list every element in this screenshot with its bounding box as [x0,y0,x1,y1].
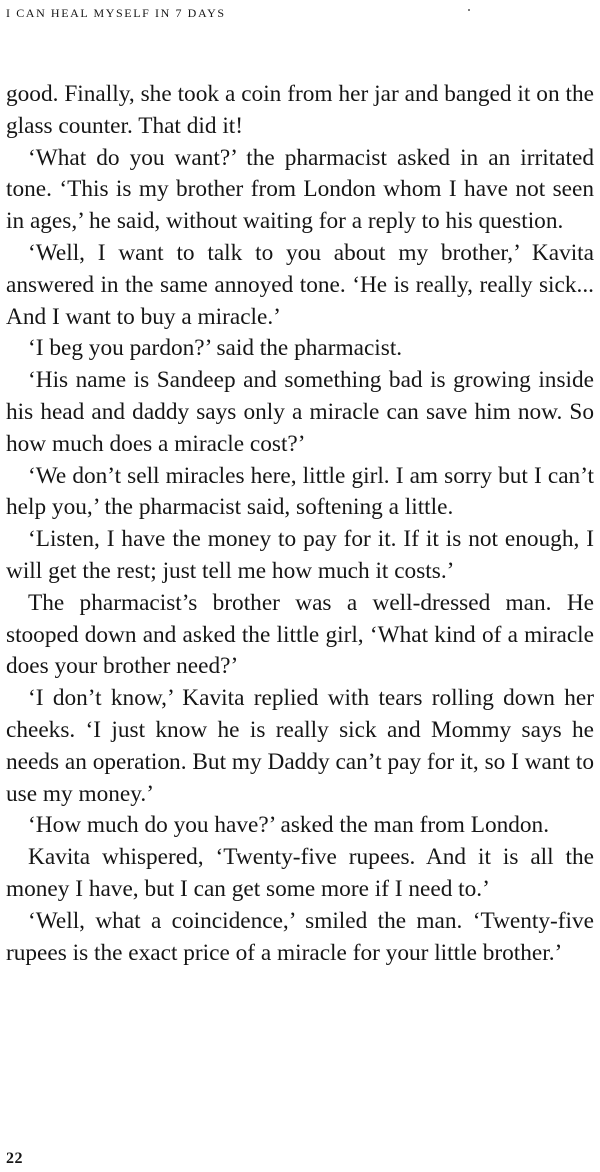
paragraph: Kavita whispered, ‘Twenty-five rupees. And it is all the money I have, but I can get some more if I need to.’ [6,844,594,902]
paragraph: The pharmacist’s brother was a well-dressed man. He stooped down and asked the little girl, ‘What kind of a miracle does your brother need?’ [6,589,594,680]
paragraph: ‘I beg you pardon?’ said the pharmacist. [28,335,403,362]
paragraph: ‘What do you want?’ the pharmacist asked in an irritated tone. ‘This is my brother from London whom I have not seen in ages,’ he said, without waiting for a reply to his question. [6,144,594,235]
paragraph: ‘How much do you have?’ asked the man from London. [28,812,550,839]
speck-mark [468,9,470,11]
page-number: 22 [6,1150,23,1167]
paragraph: ‘Well, I want to talk to you about my brother,’ Kavita answered in the same annoyed tone. ‘He is really, really sick... And I want to buy a miracle.’ [6,239,594,330]
paragraph: ‘We don’t sell miracles here, little girl. I am sorry but I can’t help you,’ the pharmacist said, softening a little. [6,462,594,521]
paragraph: ‘Well, what a coincidence,’ smiled the man. ‘Twenty-five rupees is the exact price of a miracle for your little brother.’ [6,907,594,966]
paragraph: good. Finally, she took a coin from her jar and banged it on the glass counter. That did it! [6,81,594,139]
paragraph: ‘His name is Sandeep and something bad is growing inside his head and daddy says only a miracle can save him now. So how much does a miracle cost?’ [6,367,594,457]
paragraph: ‘I don’t know,’ Kavita replied with tears rolling down her cheeks. ‘I just know he is really sick and Mommy says he needs an operation. But my Daddy can’t pay for it, so I want to use my money.’ [6,685,594,807]
paragraph: ‘Listen, I have the money to pay for it. If it is not enough, I will get the rest; just tell me how much it costs.’ [6,526,594,584]
body-text [6,79,594,969]
running-head: I CAN HEAL MYSELF IN 7 DAYS [6,6,226,20]
